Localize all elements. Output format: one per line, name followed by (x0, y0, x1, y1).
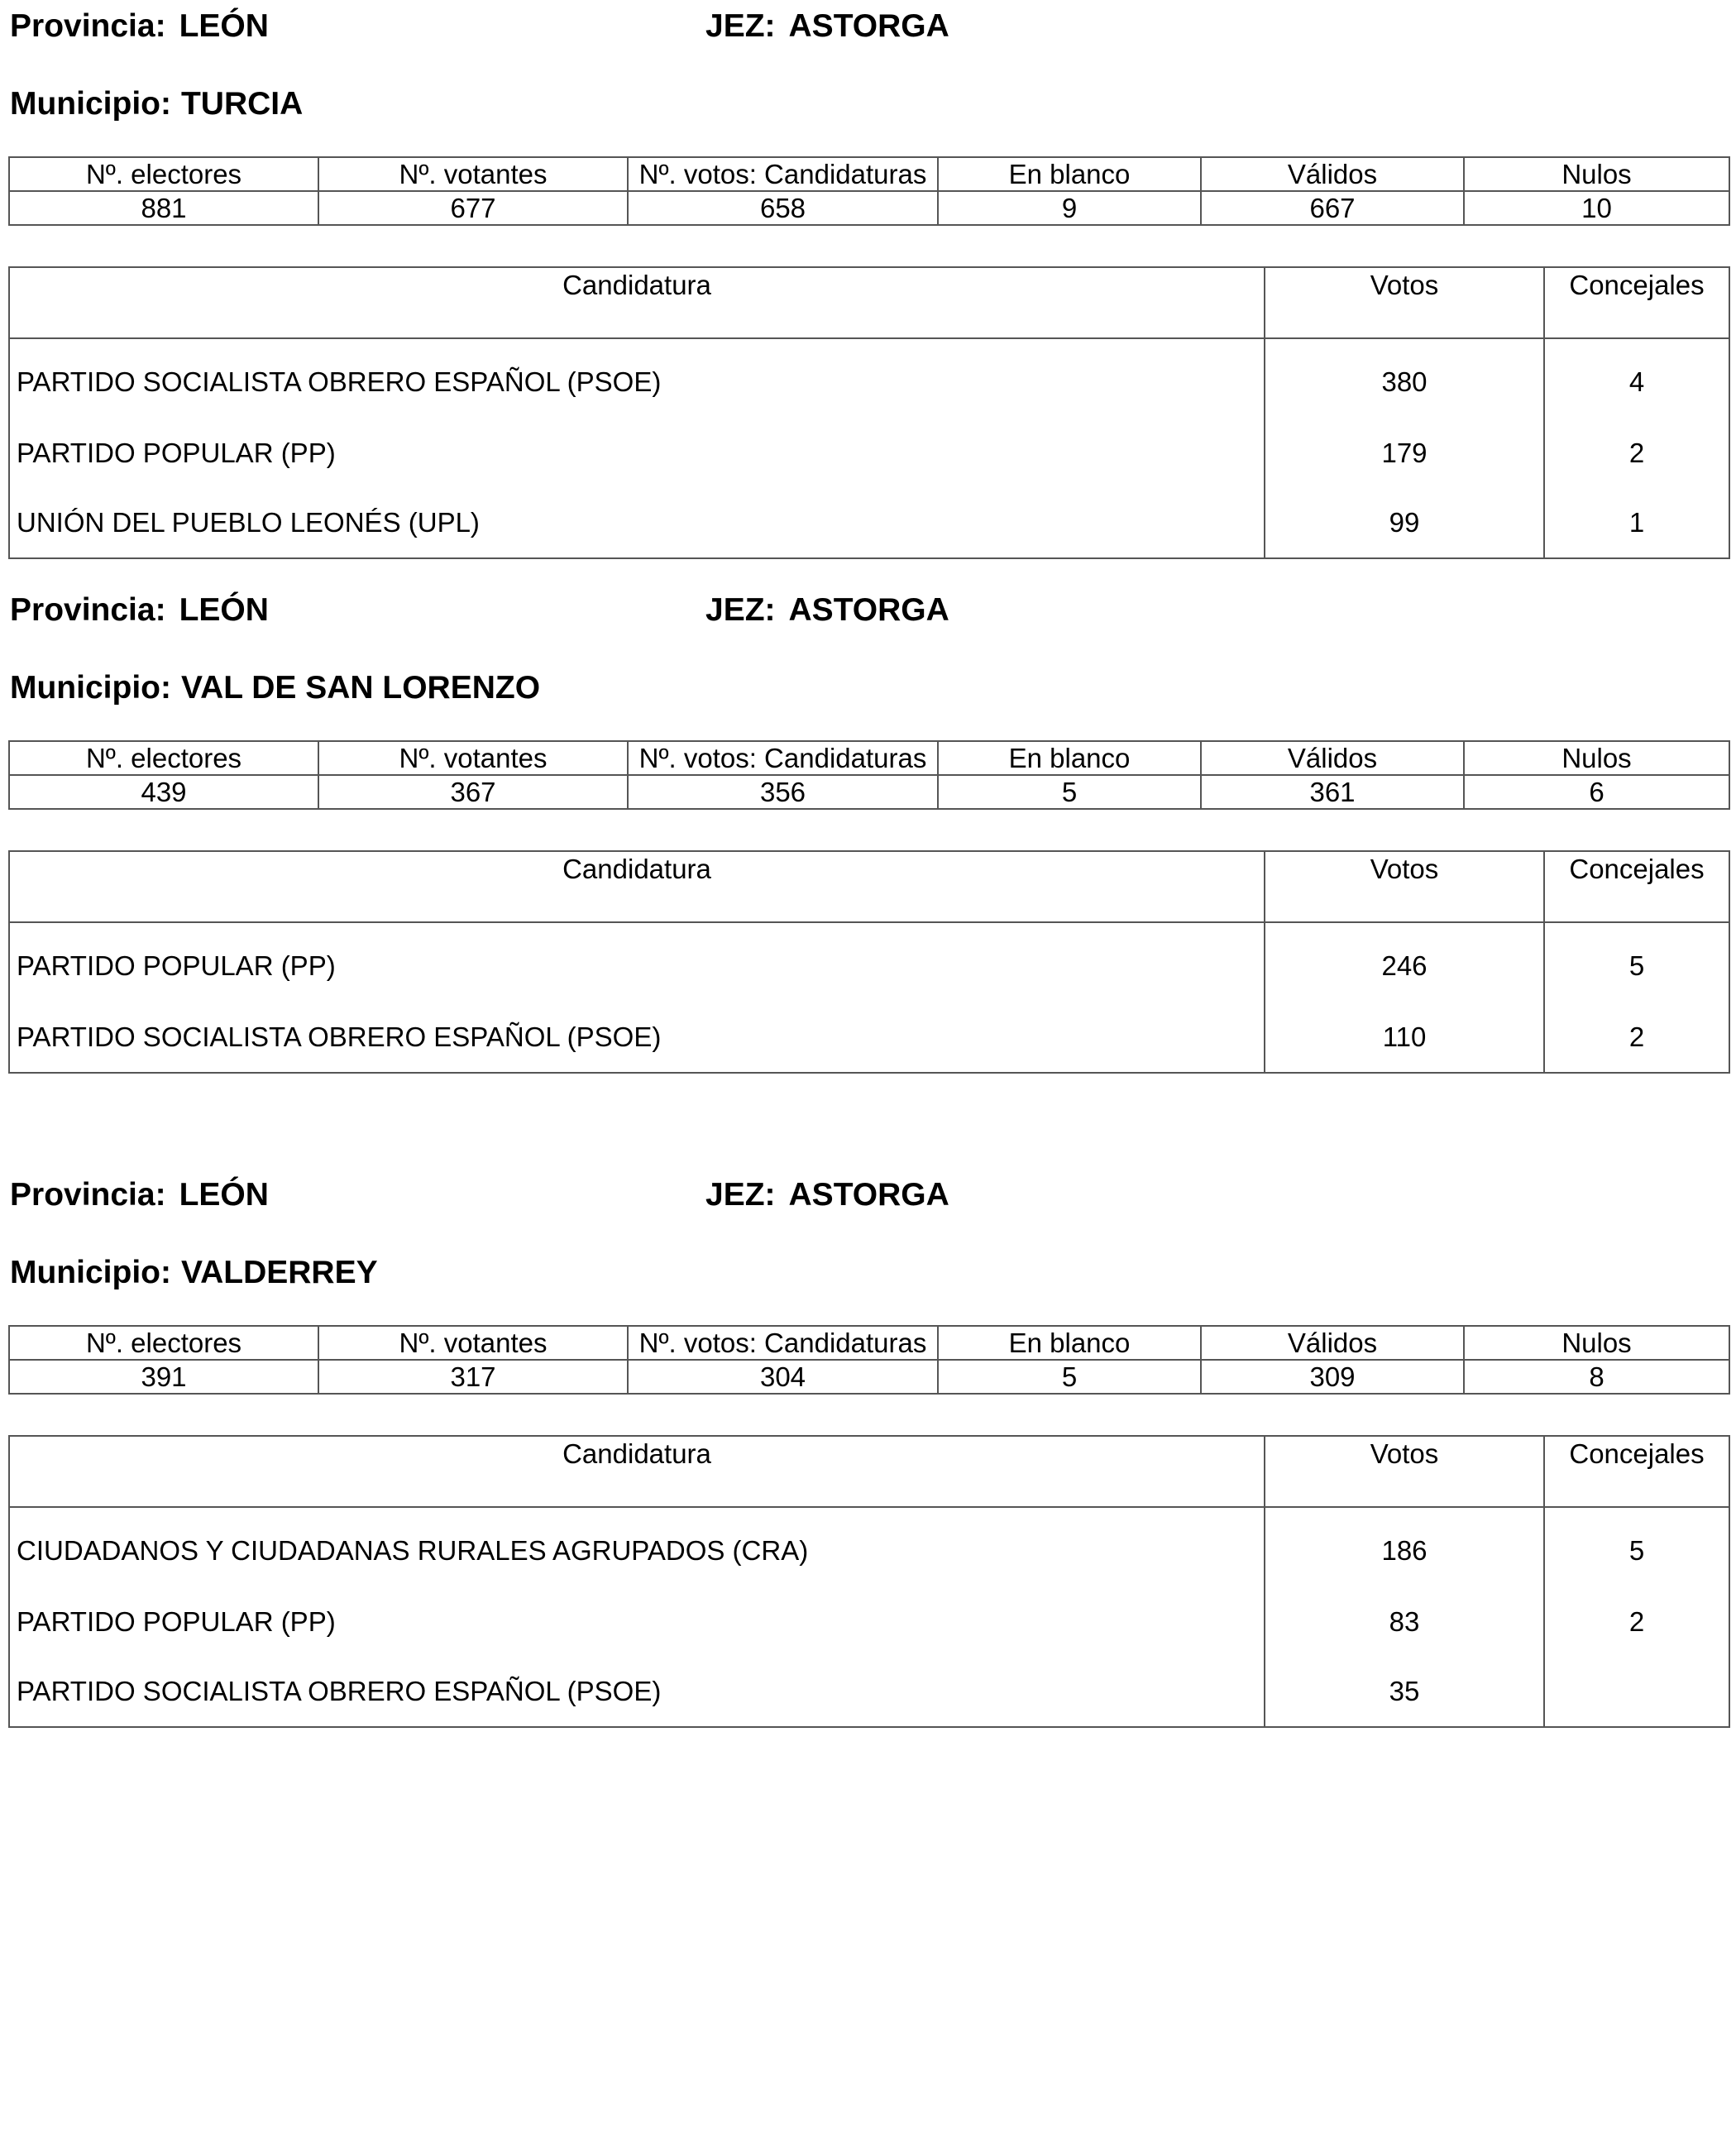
stats-header-cell: Nº. votantes (318, 1326, 628, 1360)
stats-value-row (9, 191, 1729, 225)
stats-value-cell: 658 (628, 191, 938, 225)
municipio-value: VAL DE SAN LORENZO (180, 670, 541, 706)
table-row (9, 338, 1729, 419)
candidaturas-header-row (9, 267, 1729, 338)
votos-value: 99 (1265, 488, 1544, 558)
stats-value-row (9, 1360, 1729, 1394)
stats-header-cell: Nulos (1464, 741, 1729, 775)
stats-table (8, 740, 1730, 810)
concejales-value: 4 (1544, 338, 1729, 419)
candidaturas-table (8, 1435, 1730, 1728)
candidatura-name: CIUDADANOS Y CIUDADANAS RURALES AGRUPADOS (CRA) (9, 1507, 1265, 1587)
provincia-value: LEÓN (179, 1177, 269, 1213)
votos-value: 380 (1265, 338, 1544, 419)
concejales-value: 5 (1544, 1507, 1729, 1587)
candidaturas-header-row (9, 851, 1729, 922)
votos-value: 246 (1265, 922, 1544, 1002)
municipio-heading: Municipio: VALDERREY (10, 1255, 378, 1290)
concejales-value: 2 (1544, 1587, 1729, 1657)
stats-table (8, 156, 1730, 226)
stats-value-cell: 881 (9, 191, 318, 225)
provincia-heading: Provincia: LEÓN (10, 1177, 269, 1213)
candidatura-name: PARTIDO SOCIALISTA OBRERO ESPAÑOL (PSOE) (9, 338, 1265, 419)
stats-value-row (9, 775, 1729, 809)
votos-value: 83 (1265, 1587, 1544, 1657)
jez-value: ASTORGA (788, 592, 949, 628)
concejales-header: Concejales (1544, 267, 1729, 338)
votos-value: 179 (1265, 419, 1544, 488)
stats-value-cell: 9 (938, 191, 1201, 225)
stats-header-cell: En blanco (938, 741, 1201, 775)
concejales-value: 1 (1544, 488, 1729, 558)
provincia-heading: Provincia: LEÓN (10, 8, 269, 44)
stats-value-cell: 356 (628, 775, 938, 809)
stats-value-cell: 391 (9, 1360, 318, 1394)
candidaturas-header-row (9, 1436, 1729, 1507)
concejales-header: Concejales (1544, 851, 1729, 922)
stats-value-cell: 667 (1201, 191, 1464, 225)
concejales-value (1544, 1657, 1729, 1727)
municipio-section-turcia (0, 0, 1736, 579)
candidatura-name: UNIÓN DEL PUEBLO LEONÉS (UPL) (9, 488, 1265, 558)
stats-header-cell: Nº. votos: Candidaturas (628, 741, 938, 775)
candidatura-name: PARTIDO SOCIALISTA OBRERO ESPAÑOL (PSOE) (9, 1002, 1265, 1073)
votos-value: 110 (1265, 1002, 1544, 1073)
municipio-heading: Municipio: TURCIA (10, 86, 304, 122)
stats-header-cell: En blanco (938, 1326, 1201, 1360)
municipio-value: VALDERREY (180, 1255, 378, 1290)
stats-header-cell: Nulos (1464, 157, 1729, 191)
stats-value-cell: 309 (1201, 1360, 1464, 1394)
stats-value-cell: 10 (1464, 191, 1729, 225)
jez-value: ASTORGA (788, 8, 949, 44)
stats-header-cell: Válidos (1201, 741, 1464, 775)
candidatura-name: PARTIDO POPULAR (PP) (9, 922, 1265, 1002)
concejales-value: 5 (1544, 922, 1729, 1002)
provincia-heading: Provincia: LEÓN (10, 592, 269, 628)
stats-header-row (9, 157, 1729, 191)
stats-value-cell: 367 (318, 775, 628, 809)
stats-header-row (9, 1326, 1729, 1360)
stats-value-cell: 439 (9, 775, 318, 809)
candidaturas-table (8, 850, 1730, 1074)
stats-value-cell: 677 (318, 191, 628, 225)
stats-value-cell: 8 (1464, 1360, 1729, 1394)
stats-value-cell: 304 (628, 1360, 938, 1394)
stats-value-cell: 361 (1201, 775, 1464, 809)
jez-heading: JEZ: ASTORGA (705, 592, 949, 628)
table-row (9, 1507, 1729, 1587)
stats-header-cell: Nº. votantes (318, 157, 628, 191)
candidatura-name: PARTIDO POPULAR (PP) (9, 1587, 1265, 1657)
candidatura-header: Candidatura (9, 1436, 1265, 1507)
municipio-heading: Municipio: VAL DE SAN LORENZO (10, 670, 541, 706)
votos-header: Votos (1265, 267, 1544, 338)
table-row (9, 922, 1729, 1002)
stats-table (8, 1325, 1730, 1395)
stats-header-cell: Nº. electores (9, 741, 318, 775)
provincia-value: LEÓN (179, 8, 269, 44)
candidatura-name: PARTIDO SOCIALISTA OBRERO ESPAÑOL (PSOE) (9, 1657, 1265, 1727)
stats-header-cell: Válidos (1201, 1326, 1464, 1360)
table-row (9, 419, 1729, 488)
stats-header-cell: Válidos (1201, 157, 1464, 191)
jez-heading: JEZ: ASTORGA (705, 8, 949, 44)
municipio-value: TURCIA (180, 86, 304, 122)
municipio-section-valderrey (0, 1169, 1736, 1748)
table-row (9, 1657, 1729, 1727)
stats-header-cell: Nulos (1464, 1326, 1729, 1360)
candidatura-header: Candidatura (9, 851, 1265, 922)
concejales-value: 2 (1544, 1002, 1729, 1073)
stats-value-cell: 6 (1464, 775, 1729, 809)
provincia-value: LEÓN (179, 592, 269, 628)
stats-value-cell: 317 (318, 1360, 628, 1394)
stats-header-row (9, 741, 1729, 775)
candidatura-name: PARTIDO POPULAR (PP) (9, 419, 1265, 488)
votos-value: 186 (1265, 1507, 1544, 1587)
stats-value-cell: 5 (938, 1360, 1201, 1394)
votos-header: Votos (1265, 1436, 1544, 1507)
candidatura-header: Candidatura (9, 267, 1265, 338)
municipio-section-val-de-san-lorenzo (0, 584, 1736, 1163)
stats-header-cell: Nº. votantes (318, 741, 628, 775)
jez-heading: JEZ: ASTORGA (705, 1177, 949, 1213)
stats-value-cell: 5 (938, 775, 1201, 809)
stats-header-cell: Nº. votos: Candidaturas (628, 157, 938, 191)
votos-header: Votos (1265, 851, 1544, 922)
concejales-header: Concejales (1544, 1436, 1729, 1507)
table-row (9, 1587, 1729, 1657)
jez-value: ASTORGA (788, 1177, 949, 1213)
stats-header-cell: Nº. votos: Candidaturas (628, 1326, 938, 1360)
stats-header-cell: En blanco (938, 157, 1201, 191)
stats-header-cell: Nº. electores (9, 157, 318, 191)
candidaturas-table (8, 266, 1730, 559)
table-row (9, 488, 1729, 558)
concejales-value: 2 (1544, 419, 1729, 488)
votos-value: 35 (1265, 1657, 1544, 1727)
stats-header-cell: Nº. electores (9, 1326, 318, 1360)
table-row (9, 1002, 1729, 1073)
